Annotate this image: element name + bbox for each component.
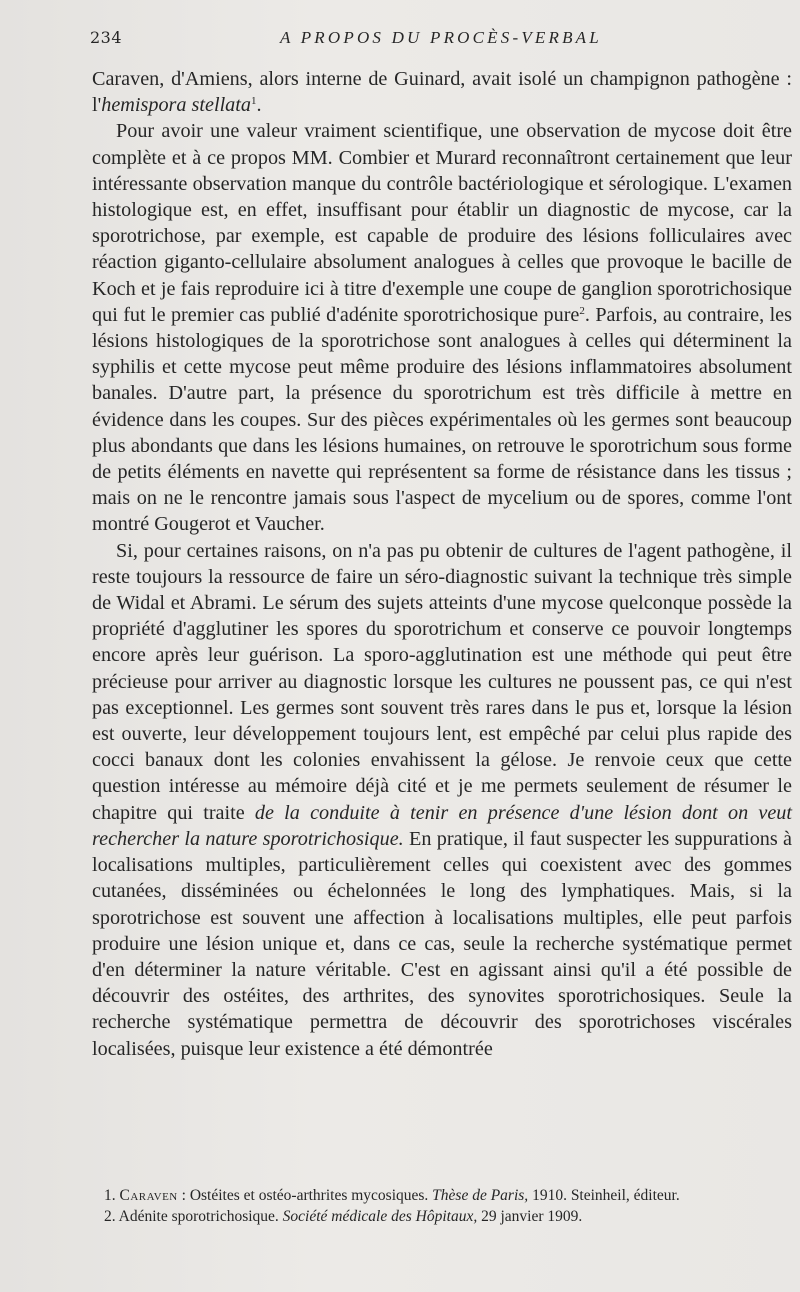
species-name: hemispora stellata <box>101 94 251 117</box>
footnote-ref-2: 2 <box>579 304 585 317</box>
footnote-1-publisher: 1910. Steinheil, éditeur. <box>528 1187 680 1204</box>
page-header <box>90 28 790 54</box>
paragraph-2 <box>92 118 792 537</box>
footnote-1-source: Thèse de Paris, <box>432 1187 529 1204</box>
footnote-2 <box>104 1206 790 1227</box>
footnote-1-text: : Ostéites et ostéo-arthrites mycosiques. <box>177 1187 433 1204</box>
paragraph-3 <box>92 538 792 1062</box>
footnote-ref-1: 1 <box>250 95 257 108</box>
paragraph-2-continuation: . Parfois, au contraire, les lésions histologiques de la sporotrichose sont analogues à celles qui déterminent la syphilis et cette mycose peut même produire des lésions inflammatoires absolument banales. D'autre part, la présence du sporotrichum est très difficile à mettre en évidence dans les coupes. Sur des pièces expérimentales où les germes sont beaucoup plus abondants que dans les lésions humaines, on retrouve le sporotrichum sous forme de petits éléments en navette qui représentent sa forme de résistance dans les tissus ; mais on ne le rencontre jamais sous l'aspect de mycelium ou de spores, comme l'ont montré Gougerot et Vaucher. <box>92 303 793 536</box>
footnote-2-date: 29 janvier 1909. <box>477 1208 583 1225</box>
running-title: A PROPOS DU PROCÈS-VERBAL <box>280 28 602 47</box>
footnote-2-number: 2. <box>104 1208 116 1225</box>
paragraph-1 <box>92 66 792 118</box>
paragraph-2-text: Pour avoir une valeur vraiment scientifique, une observation de mycose doit être complète et à ce propos MM. Combier et Murard reconnaîtront certainement que leur intéressante observation manque du contrôle bactériologique et sérologique. L'examen histologique est, en effet, insuffisant pour établir un diagnostic de mycose, car la sporotrichose, par exemple, est capable de produire des lésions folliculaires avec réaction giganto-cellulaire absolument analogues à celles que provoque le bacille de Koch et je fais reproduire ici à titre d'exemple une coupe de ganglion sporotrichosique qui fut le premier cas publié d'adénite sporotrichosique pure <box>92 120 792 326</box>
paragraph-1-text: Caraven, d'Amiens, alors interne de Guinard, avait isolé un champignon pathogène : l' <box>92 68 792 117</box>
main-text <box>92 66 792 1062</box>
footnote-1-author: Caraven <box>119 1187 178 1204</box>
paragraph-1-end: . <box>256 94 262 117</box>
footnotes <box>104 1185 790 1227</box>
footnote-1 <box>104 1185 790 1206</box>
chapter-title-italic: de la conduite à tenir en présence d'une lésion dont on veut rechercher la nature sporotrichosique. <box>92 801 793 850</box>
footnote-2-source: Société médicale des Hôpitaux, <box>282 1208 478 1225</box>
page-number: 234 <box>90 28 123 47</box>
footnote-2-text: Adénite sporotrichosique. <box>118 1208 283 1225</box>
paragraph-3-continuation: En pratique, il faut suspecter les suppurations à localisations multiples, particulièrement celles qui coexistent avec des gommes cutanées, disséminées ou échelonnées le long des lymphatiques. Mais, si la sporotrichose est souvent une affection à localisations multiples, elle peut parfois produire une lésion unique et, dans ce cas, seule la recherche systématique permet d'en déterminer la nature véritable. C'est en agissant ainsi qu'il a été possible de découvrir des ostéites, des arthrites, des synovites sporotrichosiques. Seule la recherche systématique permettra de découvrir des sporotrichoses viscérales localisées, puisque leur existence a été démontrée <box>92 827 792 1060</box>
footnote-1-number: 1. <box>104 1187 116 1204</box>
paragraph-3-text: Si, pour certaines raisons, on n'a pas pu obtenir de cultures de l'agent pathogène, il reste toujours la ressource de faire un séro-diagnostic suivant la technique très simple de Widal et Abrami. Le sérum des sujets atteints d'une mycose quelconque possède la propriété d'agglutiner les spores du sporotrichum et conserve ce pouvoir longtemps encore après leur guérison. La sporo-agglutination est une méthode qui peut être précieuse pour arriver au diagnostic lorsque les cultures ne poussent pas, ce qui n'est pas exceptionnel. Les germes sont souvent très rares dans le pus et, lorsque la lésion est ouverte, leur développement toujours lent, est empêché par celui plus rapide des cocci banaux dont les colonies envahissent la gélose. Je renvoie ceux que cette question intéresse au mémoire déjà cité et je me permets seulement de résumer le chapitre qui traite <box>92 539 792 824</box>
